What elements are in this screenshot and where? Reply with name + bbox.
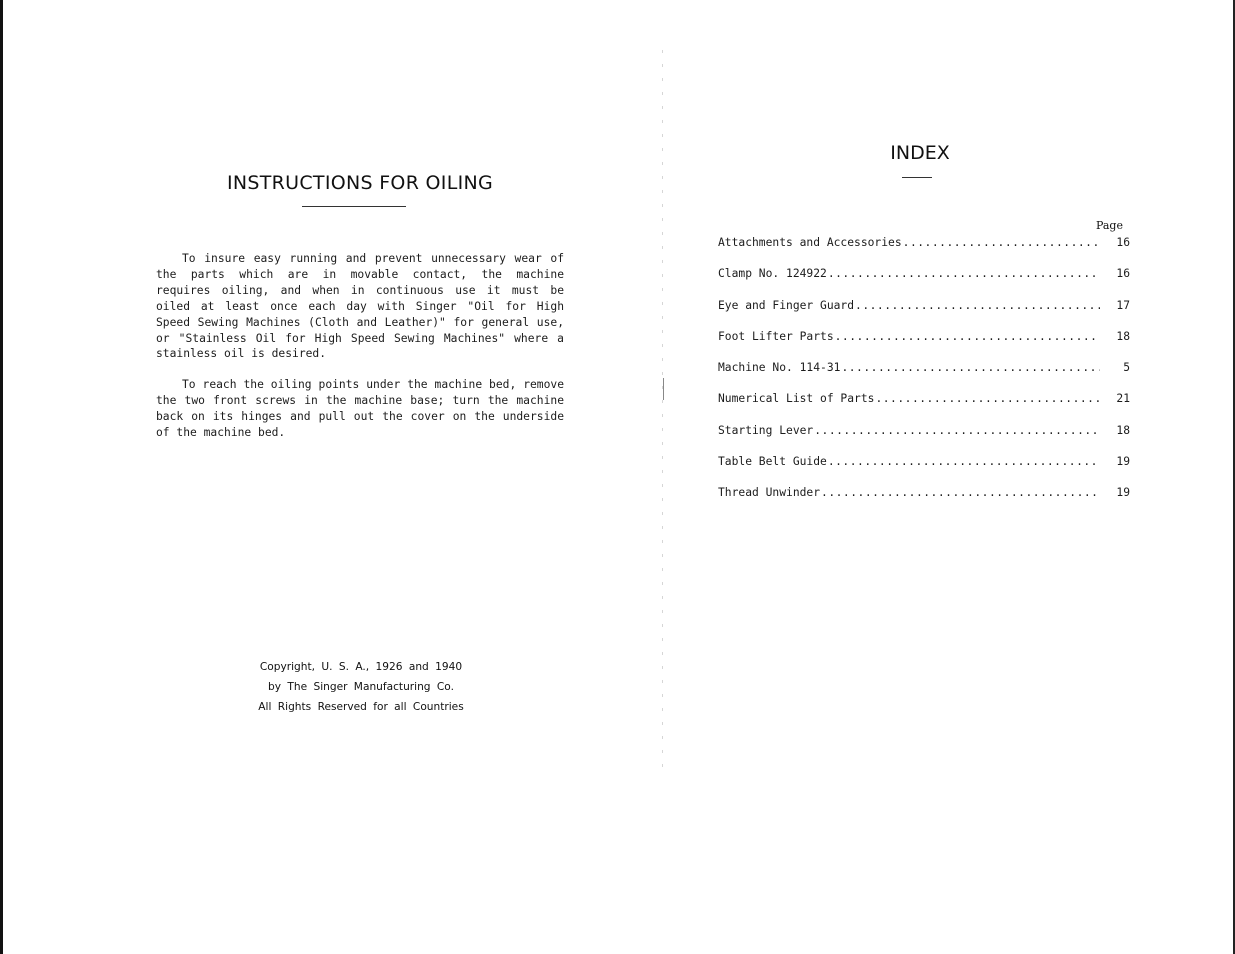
index-entry-page: 19 — [1116, 455, 1130, 469]
index-entry — [718, 236, 1130, 267]
index-entry-page: 18 — [1116, 423, 1130, 437]
index-entry-page: 18 — [1116, 329, 1130, 343]
index-entry-page: 16 — [1116, 236, 1130, 249]
copyright-notice — [200, 657, 522, 717]
dot-leader — [855, 299, 1100, 312]
dot-leader — [875, 392, 1100, 405]
index-entry — [718, 299, 1130, 330]
copyright-line: All Rights Reserved for all Countries — [258, 701, 464, 713]
index-entry-label: Table Belt Guide — [718, 455, 827, 469]
index-entry-label: Attachments and Accessories — [718, 236, 902, 249]
scan-left-edge — [0, 0, 3, 954]
dot-leader — [903, 236, 1100, 249]
index-entry — [718, 361, 1130, 392]
title-underline — [302, 206, 406, 207]
dot-leader — [828, 455, 1100, 468]
dot-leader — [828, 267, 1100, 280]
index-entry — [718, 486, 1130, 517]
oiling-paragraph-2: To reach the oiling points under the machine bed, remove the two front screws in the machine base; turn the machine back on its hinges and pull out the cover on the underside of the machine bed. — [156, 378, 564, 439]
dot-leader — [835, 330, 1100, 343]
index-entry — [718, 392, 1130, 423]
index-entry-page: 5 — [1123, 361, 1130, 375]
oiling-title: INSTRUCTIONS FOR OILING — [226, 172, 494, 194]
index-entry — [718, 330, 1130, 361]
fold-mark — [663, 378, 664, 400]
index-entry-page: 16 — [1116, 267, 1130, 281]
dot-leader — [841, 361, 1100, 374]
index-entry-page: 17 — [1116, 298, 1130, 312]
index-entry — [718, 455, 1130, 486]
copyright-line: by The Singer Manufacturing Co. — [268, 681, 454, 693]
index-entry-page: 19 — [1116, 486, 1130, 500]
index-list — [718, 236, 1130, 518]
index-entry-label: Clamp No. 124922 — [718, 267, 827, 281]
page-fold — [662, 50, 663, 770]
index-entry-label: Eye and Finger Guard — [718, 298, 855, 312]
dot-leader — [814, 424, 1100, 437]
oiling-paragraph-1: To insure easy running and prevent unnecessary wear of the parts which are in movable contact, the machine requires oiling, and when in continuous use it must be oiled at least once each day with Singer "Oil for High Speed Sewing Machines (Cloth and Leather)" for general use, or "Stainless Oil for High Speed Sewing Machines" where a stainless oil is desired. — [156, 252, 564, 361]
index-entry-label: Machine No. 114-31 — [718, 361, 841, 375]
index-entry-page: 21 — [1116, 392, 1130, 406]
dot-leader — [821, 486, 1100, 499]
copyright-line: Copyright, U. S. A., 1926 and 1940 — [259, 661, 463, 673]
index-entry-label: Foot Lifter Parts — [718, 329, 834, 343]
index-entry-label: Starting Lever — [718, 423, 814, 437]
index-entry — [718, 267, 1130, 298]
page-column-heading: Page — [1095, 219, 1123, 232]
index-title: INDEX — [890, 142, 950, 164]
index-entry-label: Numerical List of Parts — [718, 392, 875, 406]
index-entry — [718, 424, 1130, 455]
index-underline — [902, 177, 932, 178]
index-entry-label: Thread Unwinder — [718, 486, 821, 500]
